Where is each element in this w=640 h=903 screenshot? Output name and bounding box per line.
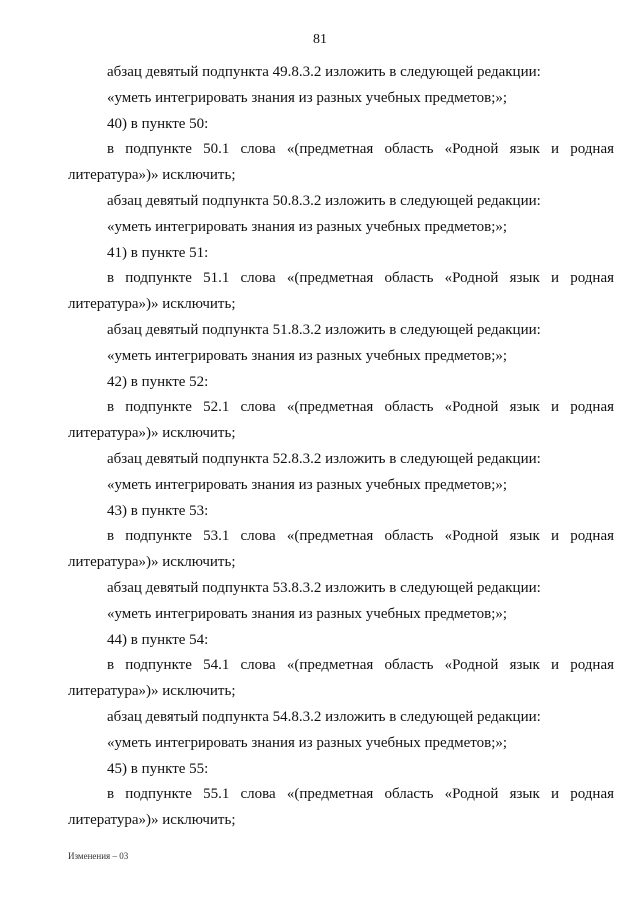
paragraph-continuation: литература»)» исключить; <box>68 296 236 313</box>
paragraph: абзац девятый подпункта 52.8.3.2 изложить в следующей редакции: <box>107 450 541 467</box>
paragraph <box>68 395 614 447</box>
paragraph-continuation: литература»)» исключить; <box>68 683 236 700</box>
paragraph-continuation: литература»)» исключить; <box>68 554 236 571</box>
paragraph <box>68 653 614 705</box>
page-number: 81 <box>313 32 327 47</box>
paragraph-first-line: в подпункте 53.1 слова «(предметная область «Родной язык и родная <box>107 528 614 545</box>
document-body <box>68 60 614 834</box>
paragraph: абзац девятый подпункта 54.8.3.2 изложить в следующей редакции: <box>107 708 541 725</box>
paragraph-first-line: в подпункте 54.1 слова «(предметная область «Родной язык и родная <box>107 657 614 674</box>
paragraph-first-line: в подпункте 50.1 слова «(предметная область «Родной язык и родная <box>107 141 614 158</box>
paragraph: 41) в пункте 51: <box>107 244 209 261</box>
paragraph: «уметь интегрировать знания из разных учебных предметов;»; <box>107 218 508 235</box>
paragraph-first-line: в подпункте 55.1 слова «(предметная область «Родной язык и родная <box>107 786 614 803</box>
paragraph: абзац девятый подпункта 53.8.3.2 изложить в следующей редакции: <box>107 579 541 596</box>
paragraph <box>68 137 614 189</box>
paragraph <box>68 524 614 576</box>
paragraph: «уметь интегрировать знания из разных учебных предметов;»; <box>107 476 508 493</box>
paragraph: 44) в пункте 54: <box>107 631 209 648</box>
paragraph: «уметь интегрировать знания из разных учебных предметов;»; <box>107 734 508 751</box>
paragraph-continuation: литература»)» исключить; <box>68 167 236 184</box>
paragraph: 42) в пункте 52: <box>107 373 209 390</box>
paragraph-first-line: в подпункте 51.1 слова «(предметная область «Родной язык и родная <box>107 270 614 287</box>
paragraph: «уметь интегрировать знания из разных учебных предметов;»; <box>107 605 508 622</box>
paragraph: 43) в пункте 53: <box>107 502 209 519</box>
paragraph-continuation: литература»)» исключить; <box>68 425 236 442</box>
paragraph-first-line: в подпункте 52.1 слова «(предметная область «Родной язык и родная <box>107 399 614 416</box>
paragraph: «уметь интегрировать знания из разных учебных предметов;»; <box>107 89 508 106</box>
paragraph: абзац девятый подпункта 51.8.3.2 изложить в следующей редакции: <box>107 321 541 338</box>
paragraph: абзац девятый подпункта 49.8.3.2 изложить в следующей редакции: <box>107 64 541 80</box>
paragraph: абзац девятый подпункта 50.8.3.2 изложить в следующей редакции: <box>107 192 541 209</box>
paragraph: 40) в пункте 50: <box>107 115 209 132</box>
paragraph-continuation: литература»)» исключить; <box>68 812 236 829</box>
paragraph: «уметь интегрировать знания из разных учебных предметов;»; <box>107 347 508 364</box>
paragraph <box>68 266 614 318</box>
footer-note: Изменения – 03 <box>68 851 129 861</box>
paragraph: 45) в пункте 55: <box>107 760 209 777</box>
paragraph <box>68 782 614 834</box>
